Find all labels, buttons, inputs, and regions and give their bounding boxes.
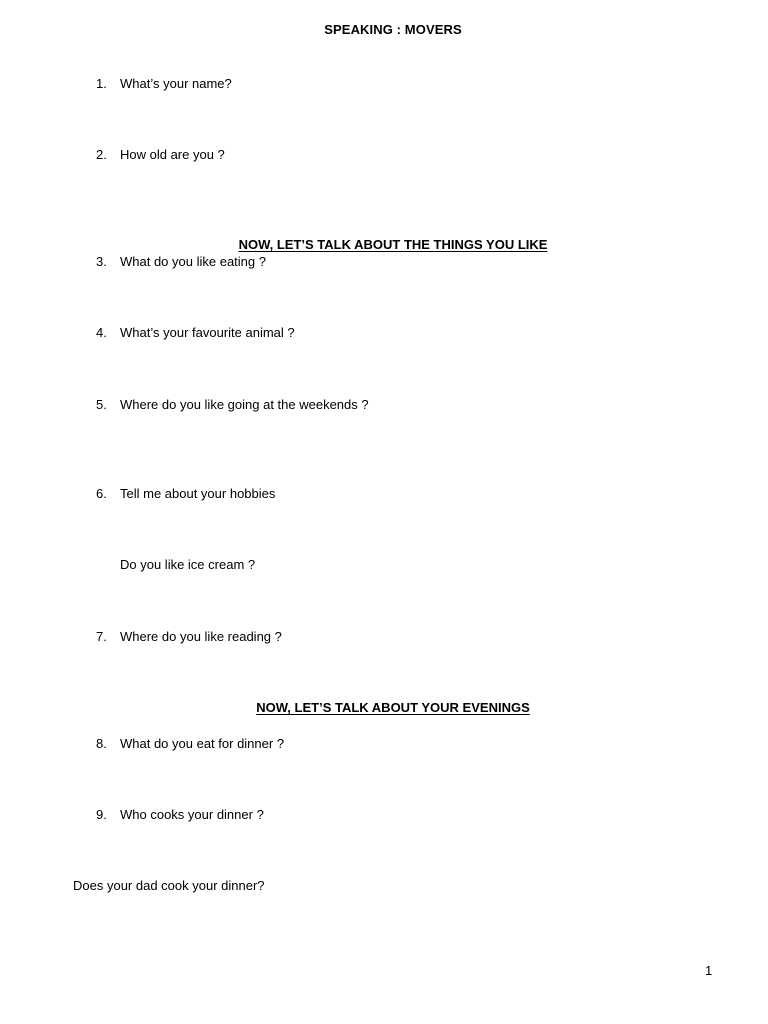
question-text: Where do you like going at the weekends ? <box>120 397 369 412</box>
page-title: SPEAKING : MOVERS <box>324 22 462 37</box>
question-3 <box>96 253 266 271</box>
question-text: What do you like eating ? <box>120 254 266 269</box>
question-text: Who cooks your dinner ? <box>120 807 264 822</box>
question-4 <box>96 324 295 342</box>
question-text: What do you eat for dinner ? <box>120 736 285 751</box>
question-6 <box>96 485 275 503</box>
question-number: 2. <box>96 147 107 162</box>
question-number: 5. <box>96 397 107 412</box>
question-1 <box>96 75 232 93</box>
question-number: 1. <box>96 76 107 91</box>
page-number: 1 <box>705 963 713 978</box>
question-text: Where do you like reading ? <box>120 629 282 644</box>
question-number: 4. <box>96 325 107 340</box>
question-text: What’s your favourite animal ? <box>120 325 295 340</box>
follow-up-dad-cook: Does your dad cook your dinner? <box>73 878 265 893</box>
question-7 <box>96 628 282 646</box>
question-text: How old are you ? <box>120 147 225 162</box>
question-8 <box>96 735 284 753</box>
question-number: 7. <box>96 629 107 644</box>
follow-up-ice-cream: Do you like ice cream ? <box>120 557 256 572</box>
question-5 <box>96 396 369 414</box>
question-number: 9. <box>96 807 107 822</box>
question-number: 3. <box>96 254 107 269</box>
section-heading-likes: NOW, LET’S TALK ABOUT THE THINGS YOU LIKE <box>238 237 548 252</box>
section-heading-evenings: NOW, LET’S TALK ABOUT YOUR EVENINGS <box>256 700 530 715</box>
question-text: What’s your name? <box>120 76 232 91</box>
question-number: 8. <box>96 736 107 751</box>
question-2 <box>96 146 225 164</box>
question-text: Tell me about your hobbies <box>120 486 276 501</box>
question-9 <box>96 806 264 824</box>
question-number: 6. <box>96 486 107 501</box>
